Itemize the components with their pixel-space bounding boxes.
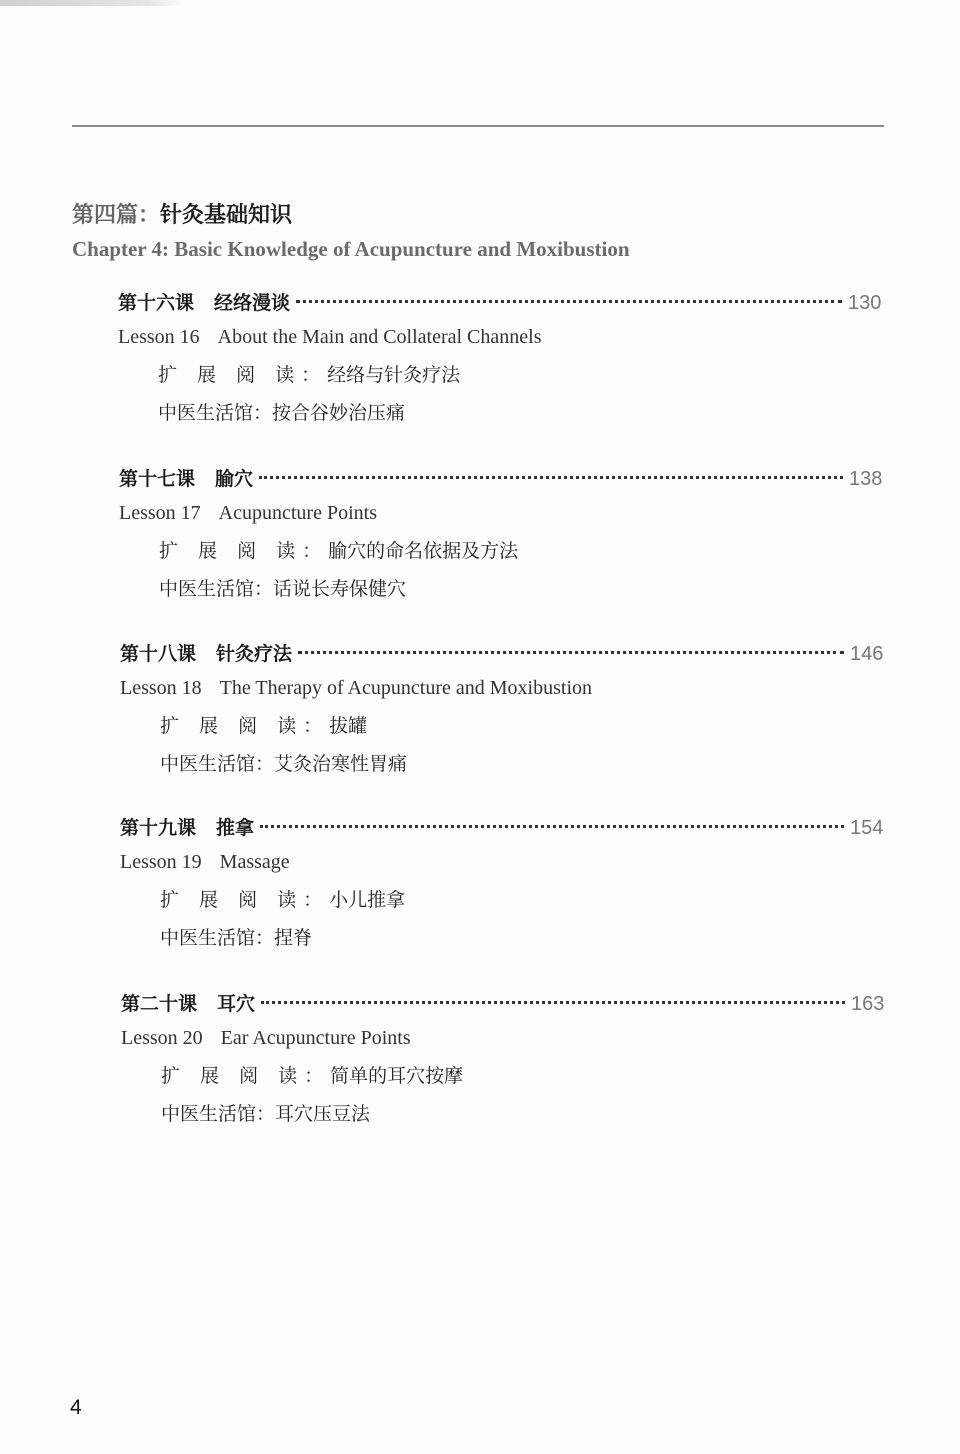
lesson-en-number: Lesson 18 <box>120 677 202 699</box>
lesson-cn-number: 第十六课 <box>118 292 195 314</box>
tcm-life-item <box>159 570 889 608</box>
page-number: 138 <box>849 468 883 490</box>
part-title-text: 针灸基础知识 <box>160 202 293 228</box>
lesson-en-heading <box>118 326 888 356</box>
extended-reading-label: 扩 展 阅 读： <box>160 715 330 737</box>
extended-reading-item <box>158 356 888 394</box>
tcm-life-title: 艾灸治寒性胃痛 <box>274 753 408 775</box>
lesson-en-title: Acupuncture Points <box>218 502 377 524</box>
lesson-cn-heading <box>119 464 253 491</box>
tcm-life-title: 耳穴压豆法 <box>275 1103 371 1125</box>
extended-reading-item <box>159 532 889 570</box>
lesson-cn-heading <box>121 989 255 1016</box>
lesson-en-heading <box>121 1027 891 1057</box>
extended-reading-title: 小儿推拿 <box>329 889 406 911</box>
lesson-en-number: Lesson 19 <box>120 851 202 873</box>
lesson-cn-heading <box>120 813 254 840</box>
dot-leader <box>298 651 844 654</box>
lesson-en-heading <box>120 851 890 881</box>
dot-leader <box>259 476 843 479</box>
extended-reading-label: 扩 展 阅 读： <box>160 889 330 911</box>
tcm-life-title: 捏脊 <box>274 927 313 949</box>
extended-reading-label: 扩 展 阅 读： <box>159 540 329 562</box>
page-number: 154 <box>850 817 884 839</box>
lesson-cn-title: 耳穴 <box>217 993 256 1015</box>
tcm-life-title: 话说长寿保健穴 <box>273 578 407 600</box>
lesson-en-title: Massage <box>219 851 290 873</box>
tcm-life-label: 中医生活馆： <box>160 753 275 775</box>
lesson-en-number: Lesson 17 <box>119 502 201 524</box>
tcm-life-item <box>158 394 888 432</box>
toc-entry-lesson-17[interactable] <box>119 464 889 608</box>
extended-reading-title: 简单的耳穴按摩 <box>330 1065 464 1087</box>
toc-heading-row <box>120 639 890 669</box>
toc-entry-lesson-18[interactable] <box>120 639 890 783</box>
dot-leader <box>296 300 842 303</box>
lesson-en-title: About the Main and Collateral Channels <box>217 326 542 348</box>
lesson-cn-title: 推拿 <box>216 817 255 839</box>
lesson-cn-number: 第二十课 <box>121 993 198 1015</box>
dot-leader <box>260 825 844 828</box>
extended-reading-title: 经络与针灸疗法 <box>327 364 461 386</box>
part-title <box>72 198 292 229</box>
tcm-life-item <box>160 745 890 783</box>
tcm-life-label: 中医生活馆： <box>158 402 273 424</box>
extended-reading-label: 扩 展 阅 读： <box>161 1065 331 1087</box>
header-rule <box>72 125 884 127</box>
toc-heading-row <box>120 813 890 843</box>
lesson-cn-number: 第十七课 <box>119 468 196 490</box>
part-prefix: 第四篇： <box>72 202 161 228</box>
extended-reading-item <box>160 707 890 745</box>
toc-heading-row <box>118 288 888 318</box>
chapter-title-english: Chapter 4: Basic Knowledge of Acupuncture and Moxibustion <box>72 237 630 261</box>
tcm-life-item <box>160 919 890 957</box>
lesson-cn-heading <box>120 639 292 666</box>
extended-reading-title: 拔罐 <box>329 715 368 737</box>
tcm-life-label: 中医生活馆： <box>161 1103 276 1125</box>
lesson-cn-title: 经络漫谈 <box>214 292 291 314</box>
lesson-en-title: Ear Acupuncture Points <box>220 1027 411 1049</box>
lesson-cn-heading <box>118 288 290 315</box>
toc-heading-row <box>121 989 891 1019</box>
page-number: 130 <box>848 292 882 314</box>
lesson-en-title: The Therapy of Acupuncture and Moxibustion <box>219 677 592 699</box>
scan-edge-mark <box>0 0 185 6</box>
toc-entry-lesson-16[interactable] <box>118 288 888 432</box>
lesson-cn-title: 针灸疗法 <box>216 643 293 665</box>
lesson-en-number: Lesson 20 <box>121 1027 203 1049</box>
tcm-life-title: 按合谷妙治压痛 <box>272 402 406 424</box>
toc-heading-row <box>119 464 889 494</box>
lesson-en-heading <box>119 502 889 532</box>
toc-entry-lesson-20[interactable] <box>121 989 891 1133</box>
extended-reading-item <box>160 881 890 919</box>
page-number: 163 <box>851 993 885 1015</box>
tcm-life-label: 中医生活馆： <box>159 578 274 600</box>
footer-page-number: 4 <box>70 1396 82 1419</box>
extended-reading-title: 腧穴的命名依据及方法 <box>328 540 519 562</box>
tcm-life-label: 中医生活馆： <box>160 927 275 949</box>
toc-entry-lesson-19[interactable] <box>120 813 890 957</box>
lesson-cn-number: 第十九课 <box>120 817 197 839</box>
tcm-life-item <box>161 1095 891 1133</box>
page-number: 146 <box>850 643 884 665</box>
lesson-cn-number: 第十八课 <box>120 643 197 665</box>
lesson-en-number: Lesson 16 <box>118 326 200 348</box>
extended-reading-item <box>161 1057 891 1095</box>
dot-leader <box>261 1001 845 1004</box>
lesson-cn-title: 腧穴 <box>215 468 254 490</box>
lesson-en-heading <box>120 677 890 707</box>
extended-reading-label: 扩 展 阅 读： <box>158 364 328 386</box>
